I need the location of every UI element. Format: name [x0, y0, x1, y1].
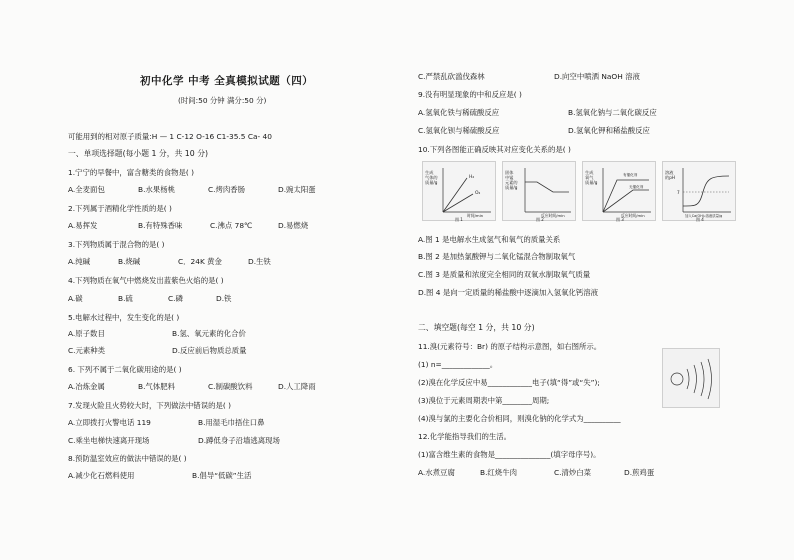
section2-heading: 二、填空题(每空 1 分，共 10 分) [418, 323, 535, 332]
figure-4 [662, 161, 736, 221]
question-5-option-b: B.氢、氧元素的化合价 [172, 329, 246, 338]
bromine-atom-diagram [662, 348, 720, 408]
figure-2-ylabel-2: 中锰 [505, 175, 514, 180]
question-2-option-b: B.有特殊香味 [138, 221, 183, 230]
question-10-stem: 10.下列各图能正确反映其对应变化关系的是( ) [418, 145, 571, 154]
question-2-option-c: C.沸点 78℃ [210, 221, 253, 230]
question-9-option-c: C.氢氧化钡与稀硫酸反应 [418, 126, 500, 135]
figure-1-h2-label: H₂ [469, 175, 475, 180]
question-3-stem: 3.下列物质属于混合物的是( ) [68, 240, 165, 249]
figure-1-o2-label: O₂ [475, 191, 481, 196]
figure-1-xlabel: 时间/min [467, 213, 484, 218]
figure-1 [422, 161, 496, 221]
question-10-option-c: C.图 3 是质量和浓度完全相同的双氧水制取氧气质量 [418, 270, 591, 279]
figure-3-no-catalyst-curve [603, 190, 649, 212]
atom-shell-4 [708, 359, 712, 399]
figure-2-ylabel-4: 质量/g [505, 185, 518, 190]
question-8-option-c: C.严禁乱砍滥伐森林 [418, 72, 485, 81]
question-9-stem: 9.没有明显现象的中和反应是( ) [418, 90, 522, 99]
question-11-stem: 11.溴(元素符号：Br) 的原子结构示意图，如右图所示。 [418, 342, 602, 351]
atom-nucleus [671, 373, 683, 385]
question-11-part-4: (4)溴与氯的主要化合价相同，则溴化钠的化学式为__________ [418, 414, 621, 423]
atom-shell-1 [687, 369, 689, 389]
question-12-option-c: C.清炒白菜 [554, 468, 592, 477]
question-11-part-2: (2)溴在化学反应中易____________电子(填“得”或“失”); [418, 378, 600, 387]
question-11-part-3: (3)溴位于元素周期表中第________周期; [418, 396, 550, 405]
figure-1-h2-line [443, 178, 467, 212]
figure-1-ylabel-3: 质量/g [425, 180, 438, 185]
question-7-option-d: D.蹲低身子沿墙逃离现场 [198, 436, 280, 445]
question-2-option-a: A.易挥发 [68, 221, 98, 230]
question-5-stem: 5.电解水过程中，发生变化的是( ) [68, 313, 180, 322]
question-10-figures [418, 161, 738, 223]
question-1-stem: 1.宁宁的早餐中，富含糖类的食物是( ) [68, 168, 195, 177]
question-4-option-d: D.铁 [216, 294, 232, 303]
question-4-stem: 4.下列物质在氧气中燃烧发出蓝紫色火焰的是( ) [68, 276, 224, 285]
figure-4-ylabel-2: 的pH [665, 175, 675, 180]
question-2-option-d: D.易燃烧 [278, 221, 309, 230]
figure-1-graph [423, 162, 497, 222]
question-8-stem: 8.预防温室效应的做法中错误的是( ) [68, 454, 187, 463]
atom-shell-2 [694, 365, 697, 393]
question-12-option-a: A.水煮豆腐 [418, 468, 455, 477]
question-6-option-a: A.冶炼金属 [68, 382, 105, 391]
figure-2-curve [525, 182, 569, 192]
question-11-part-1: (1) n=_____________。 [418, 360, 498, 369]
question-6-option-d: D.人工降雨 [278, 382, 316, 391]
question-12-option-b: B.红烧牛肉 [480, 468, 517, 477]
figure-4-graph [663, 162, 737, 222]
question-7-option-c: C.乘坐电梯快速离开现场 [68, 436, 150, 445]
question-4-option-b: B.硫 [118, 294, 133, 303]
page-title: 初中化学 中考 全真模拟试题（四） [140, 75, 314, 87]
question-3-option-b: B.烧碱 [118, 257, 141, 266]
question-1-option-b: B.水果杨桃 [138, 185, 175, 194]
figure-4-xlabel: 加入Ca(OH)₂溶液质量/g [685, 214, 723, 218]
figure-3-xlabel: 反应时间/min [621, 213, 645, 218]
question-9-option-b: B.氢氧化钠与二氧化碳反应 [568, 108, 657, 117]
figure-4-tick-7: 7 [677, 190, 680, 195]
question-8-option-a: A.减少化石燃料使用 [68, 471, 135, 480]
question-12-part-1: (1)富含维生素的食物是_______________(填字母序号)。 [418, 450, 601, 459]
question-6-option-b: B.气体肥料 [138, 382, 175, 391]
figure-2-xlabel: 反应时间/min [541, 213, 565, 218]
figure-3-no-catalyst-label: 无催化剂 [629, 185, 644, 189]
question-3-option-d: D.生铁 [248, 257, 271, 266]
question-5-option-d: D.反应前后物质总质量 [172, 346, 247, 355]
figure-3-ylabel-2: 氧气 [585, 175, 594, 180]
figure-2 [502, 161, 576, 221]
atomic-masses-line: 可能用到的相对原子质量:H — 1 C-12 O-16 C1-35.5 Ca- 40 [68, 132, 272, 141]
question-4-option-a: A.碳 [68, 294, 83, 303]
question-7-option-b: B.用湿毛巾捂住口鼻 [198, 418, 265, 427]
question-10-option-d: D.图 4 是向一定质量的稀盐酸中逐滴加入氢氧化钙溶液 [418, 288, 599, 297]
figure-2-caption: 图 2 [536, 217, 544, 222]
question-2-stem: 2.下列属于酒精化学性质的是( ) [68, 204, 172, 213]
question-1-option-a: A.全麦面包 [68, 185, 105, 194]
question-1-option-d: D.豌太阳蛋 [278, 185, 316, 194]
question-8-option-b: B.倡导“低碳”生活 [192, 471, 252, 480]
figure-1-ylabel-2: 气体的 [425, 175, 438, 180]
figure-4-caption: 图 4 [696, 217, 704, 222]
question-7-option-a: A.立即拨打火警电话 119 [68, 418, 151, 427]
figure-3-ylabel-3: 质量/g [585, 180, 598, 185]
figure-2-ylabel-1: 固体 [505, 170, 514, 175]
question-5-option-a: A.原子数目 [68, 329, 105, 338]
question-5-option-c: C.元素种类 [68, 346, 106, 355]
question-12-stem: 12.化学能指导我们的生活。 [418, 432, 512, 441]
atom-structure-graphic [663, 349, 721, 409]
figure-3-ylabel-1: 生成 [585, 170, 594, 175]
figure-4-curve [683, 176, 729, 206]
figure-3 [582, 161, 656, 221]
section1-heading: 一、单项选择题(每小题 1 分，共 10 分) [68, 149, 209, 158]
question-6-stem: 6. 下列不属于二氧化碳用途的是( ) [68, 365, 182, 374]
question-4-option-c: C.磷 [168, 294, 183, 303]
figure-1-o2-line [443, 194, 473, 212]
question-6-option-c: C.制碳酸饮料 [208, 382, 253, 391]
question-9-option-a: A.氢氧化铁与稀硫酸反应 [418, 108, 500, 117]
figure-3-caption: 图 3 [616, 217, 624, 222]
question-3-option-c: C．24K 黄金 [178, 257, 222, 266]
question-3-option-a: A.纯碱 [68, 257, 91, 266]
figure-1-caption: 图 1 [455, 217, 463, 222]
question-1-option-c: C.烤肉香肠 [208, 185, 246, 194]
question-10-option-b: B.图 2 是加热氯酸钾与二氧化锰混合物制取氧气 [418, 252, 576, 261]
exam-duration-score: (时间:50 分钟 满分:50 分) [178, 96, 267, 105]
question-9-option-d: D.氢氧化钾和稀盐酸反应 [568, 126, 650, 135]
question-7-stem: 7.发现火险且火势较大时，下列做法中错误的是( ) [68, 401, 231, 410]
figure-2-ylabel-3: 元素的 [505, 180, 518, 185]
figure-1-ylabel-1: 生成 [425, 170, 434, 175]
question-12-option-d: D.煎鸡蛋 [624, 468, 655, 477]
figure-3-catalyst-label: 有催化剂 [623, 173, 638, 177]
question-8-option-d: D.向空中喷洒 NaOH 溶液 [554, 72, 640, 81]
atom-shell-3 [701, 362, 704, 396]
figure-4-ylabel-1: 溶液 [665, 170, 674, 175]
figure-2-graph [503, 162, 577, 222]
figure-3-graph [583, 162, 657, 222]
question-10-option-a: A.图 1 是电解水生成氢气和氧气的质量关系 [418, 235, 561, 244]
